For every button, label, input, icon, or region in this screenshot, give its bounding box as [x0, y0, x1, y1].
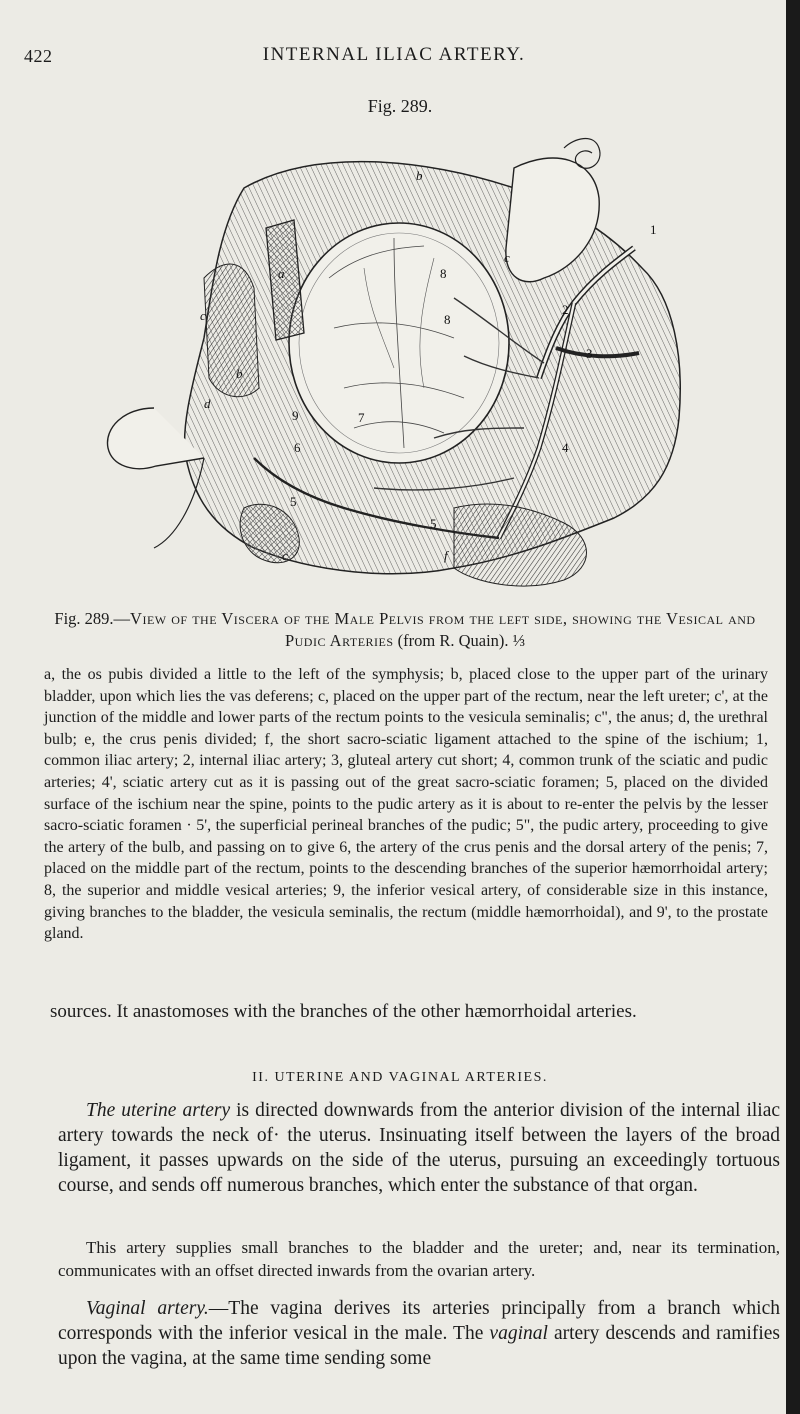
- page-number: 422: [24, 46, 53, 66]
- section-heading: II. UTERINE AND VAGINAL ARTERIES.: [252, 1070, 548, 1085]
- anatomical-illustration: [94, 128, 686, 596]
- callout-c: c: [200, 308, 206, 323]
- figure-legend: a, the os pubis divided a little to the left of the symphysis; b, placed close to the upper part of the urinary bladder, upon which lies the vas deferens; c, placed on the upper part of the rectum, near the left ureter; c', at the junction of the middle and lower parts of the rectum points to the vesicula seminalis; c", the anus; d, the urethral bulb; e, the crus penis divided; f, the short sacro-sciatic ligament attached to the spine of the ischium; 1, common iliac artery; 2, internal iliac artery; 3, gluteal artery cut short; 4, common trunk of the sciatic and pudic arteries; 4', sciatic artery cut as it is passing out of the great sacro-sciatic foramen; 5, placed on the divided surface of the ischium near the spine, points to the pudic artery as it is about to re-enter the pelvis by the lesser sacro-sciatic foramen · 5', the superficial perineal branches of the pudic; 5", the pudic artery, proceeding to give the artery of the bulb, and passing on to give 6, the artery of the crus penis and the dorsal artery of the penis; 7, placed on the middle part of the rectum, points to the descending branches of the superior hæmorrhoidal artery; 8, the superior and middle vesical arteries; 9, the inferior vesical artery, of considerable size in this instance, giving branches to the bladder, the vesicula seminalis, the rectum (middle hæmorrhoidal), and 9', to the prostate gland.: [44, 666, 768, 943]
- callout-a: a: [278, 266, 285, 281]
- figure-label: Fig. 289.: [367, 96, 433, 116]
- uterine-artery-paragraph: [58, 1098, 780, 1198]
- caption-scale: ⅓: [512, 631, 526, 650]
- callout-8: 8: [440, 266, 447, 281]
- callout-f: f: [444, 548, 448, 563]
- caption-title: View of the Viscera of the Male Pelvis from the left side, showing the Vesical and Pudic Arteries: [130, 609, 756, 650]
- callout-5: 5: [290, 494, 297, 509]
- callout-1: 1: [650, 222, 657, 237]
- page-header: [24, 38, 764, 68]
- callout-b-lower: b: [236, 366, 243, 381]
- vaginal-artery-text-a: —The vagina derives its arteries principally from a branch which corresponds with the inferior vesical in the male. The: [58, 1298, 780, 1344]
- vaginal-inline-term: vaginal: [489, 1323, 548, 1344]
- vaginal-artery-term: Vaginal artery.: [86, 1298, 209, 1319]
- vaginal-artery-paragraph: [58, 1296, 780, 1371]
- running-head: INTERNAL ILIAC ARTERY.: [262, 44, 526, 65]
- pelvis-engraving: [94, 128, 686, 596]
- callout-6: 6: [294, 440, 301, 455]
- callout-5-double-prime: 5: [430, 516, 437, 531]
- callout-c-double-prime: c: [282, 548, 288, 563]
- callout-d: d: [204, 396, 211, 411]
- callout-9: 9: [292, 408, 299, 423]
- continuation-paragraph: sources. It anastomoses with the branches of the other hæmorrhoidal arteries.: [50, 1001, 637, 1022]
- page-edge-shadow: [786, 0, 800, 1414]
- callout-3: 3: [586, 346, 593, 361]
- callout-b: b: [416, 168, 423, 183]
- callout-8-b: 8: [444, 312, 451, 327]
- uterine-artery-term: The uterine artery: [86, 1100, 231, 1121]
- caption-source: (from R. Quain).: [393, 631, 509, 650]
- callout-c-prime: c: [504, 250, 510, 265]
- figure-caption: [40, 608, 770, 652]
- callout-7: 7: [358, 410, 365, 425]
- supply-paragraph: [58, 1236, 780, 1282]
- uterine-artery-text: is directed downwards from the anterior division of the internal iliac artery towards the neck of· the uterus. Insinuating itself between the layers of the broad ligament, it passes upwards on the side of the uterus, pursuing an exceedingly tortuous course, and sends off numerous branches, which enter the substance of that organ.: [58, 1100, 781, 1196]
- callout-4: 4: [562, 440, 569, 455]
- callout-2: 2: [562, 302, 569, 317]
- caption-prefix: Fig. 289.—: [54, 609, 131, 628]
- supply-text: This artery supplies small branches to the bladder and the ureter; and, near its termination, communicates with an offset directed inwards from the ovarian artery.: [58, 1238, 780, 1280]
- vaginal-artery-text-b: artery descends and ramifies upon the vagina, at the same time sending some: [58, 1323, 780, 1369]
